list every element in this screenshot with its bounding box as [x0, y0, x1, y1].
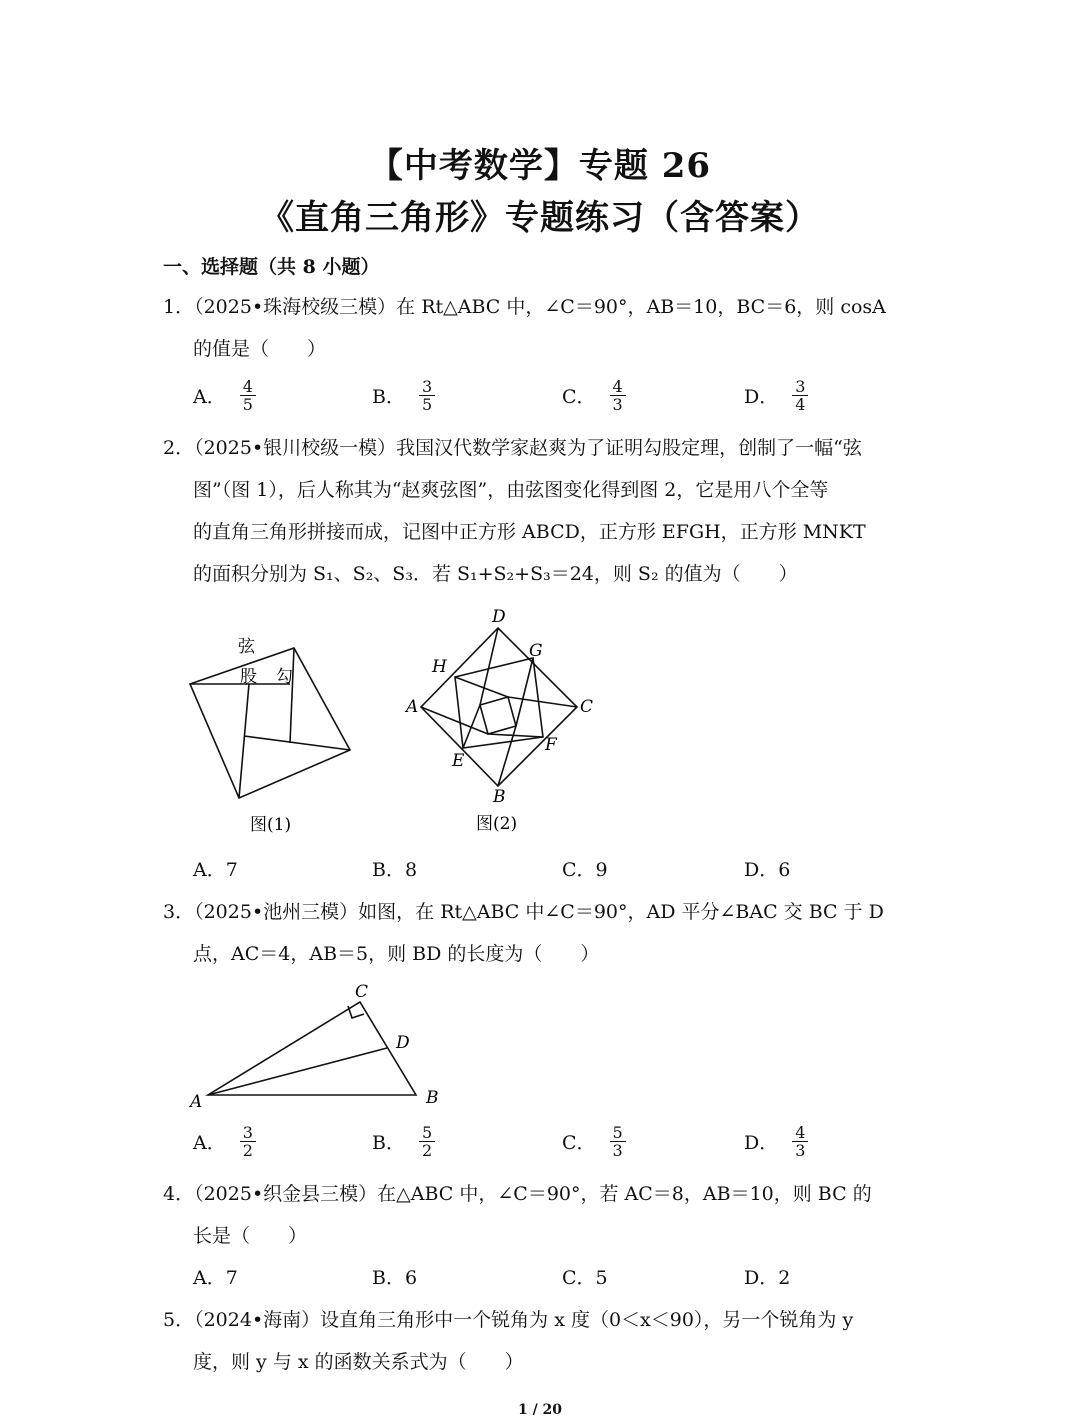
label-e: E [452, 751, 465, 771]
fraction: $\frac{4}{3}$ [792, 1124, 808, 1159]
inner-line [463, 705, 480, 748]
figure-2-caption: 图(2) [476, 814, 518, 834]
page-number: 1 / 20 [517, 1402, 563, 1418]
fraction: $\frac{4}{3}$ [610, 378, 626, 413]
label-gu: 股 [240, 667, 257, 687]
label-h: H [432, 657, 447, 677]
page-title: 【中考数学】专题 26 [368, 146, 712, 186]
square-mnkt [480, 697, 516, 734]
outer-square [190, 648, 350, 798]
inner-line [290, 648, 294, 743]
inner-line [239, 684, 249, 798]
q5-line1: 5．（2024•海南）设直角三角形中一个锐角为 x 度（0＜x＜90），另一个锐角为 y [163, 1309, 854, 1331]
label-a: A [190, 1092, 203, 1112]
inner-line [516, 658, 533, 726]
square-abcd [421, 628, 577, 786]
inner-line [244, 736, 350, 750]
q2-option-b[interactable]: B．8 [372, 859, 418, 881]
page-subtitle: 《直角三角形》专题练习（含答案） [260, 198, 820, 238]
q2-option-a[interactable]: A．7 [193, 859, 238, 881]
q4-line1: 4．（2025•织金县三模）在△ABC 中，∠C＝90°，若 AC＝8，AB＝10，则 BC 的 [163, 1183, 872, 1205]
q1-line2: 的值是（ ） [193, 338, 327, 360]
label-f: F [545, 735, 557, 755]
label-c: C [355, 982, 369, 1002]
q3-line2: 点，AC＝4，AB＝5，则 BD 的长度为（ ） [193, 943, 600, 965]
q3-option-c[interactable]: C． $\frac{5}{3}$ [562, 1124, 626, 1159]
q2-line4: 的面积分别为 S₁、S₂、S₃．若 S₁+S₂+S₃＝24，则 S₂ 的值为（ ） [193, 563, 798, 585]
fraction: $\frac{5}{3}$ [610, 1124, 626, 1159]
q4-line2: 长是（ ） [193, 1225, 308, 1247]
q1-option-d[interactable]: D． $\frac{3}{4}$ [744, 378, 808, 413]
q1-line1: 1．（2025•珠海校级三模）在 Rt△ABC 中，∠C＝90°，AB＝10，BC＝6，则 cosA [163, 296, 886, 318]
figure-1 [180, 625, 360, 840]
q2-option-d[interactable]: D．6 [744, 859, 791, 881]
label-d: D [492, 607, 506, 627]
label-d: D [396, 1033, 410, 1053]
fraction: $\frac{4}{5}$ [240, 378, 256, 413]
label-b: B [426, 1088, 439, 1108]
q3-option-a[interactable]: A． $\frac{3}{2}$ [193, 1124, 256, 1159]
fraction: $\frac{3}{2}$ [240, 1124, 256, 1159]
q1-option-b[interactable]: B． $\frac{3}{5}$ [372, 378, 435, 413]
q3-line1: 3．（2025•池州三模）如图，在 Rt△ABC 中∠C＝90°，AD 平分∠BAC 交 BC 于 D [163, 901, 884, 923]
figure-2 [400, 600, 600, 840]
q2-option-c[interactable]: C．9 [562, 859, 608, 881]
label-gou: 勾 [276, 667, 293, 687]
label-b: B [493, 787, 506, 807]
figure-3 [180, 975, 460, 1115]
inner-line [488, 734, 543, 737]
inner-line [508, 697, 577, 707]
q2-line1: 2．（2025•银川校级一模）我国汉代数学家赵爽为了证明勾股定理，创制了一幅“弦 [163, 437, 862, 459]
q4-option-c[interactable]: C．5 [562, 1267, 608, 1289]
inner-line [455, 677, 508, 697]
q4-option-b[interactable]: B．6 [372, 1267, 418, 1289]
bisector-ad [208, 1048, 387, 1095]
q1-option-a[interactable]: A． $\frac{4}{5}$ [193, 378, 256, 413]
q3-option-b[interactable]: B． $\frac{5}{2}$ [372, 1124, 435, 1159]
fraction: $\frac{3}{5}$ [419, 378, 435, 413]
label-g: G [529, 641, 543, 661]
figure-1-caption: 图(1) [250, 815, 292, 835]
q3-option-d[interactable]: D． $\frac{4}{3}$ [744, 1124, 808, 1159]
section-heading: 一、选择题（共 8 小题） [163, 256, 380, 278]
label-a: A [406, 697, 419, 717]
q5-line2: 度，则 y 与 x 的函数关系式为（ ） [193, 1351, 524, 1373]
q4-option-d[interactable]: D．2 [744, 1267, 791, 1289]
q2-line3: 的直角三角形拼接而成，记图中正方形 ABCD，正方形 EFGH，正方形 MNKT [193, 521, 866, 543]
label-xian: 弦 [238, 637, 255, 657]
q4-option-a[interactable]: A．7 [193, 1267, 238, 1289]
fraction: $\frac{3}{4}$ [792, 378, 808, 413]
fraction: $\frac{5}{2}$ [419, 1124, 435, 1159]
label-c: C [580, 697, 594, 717]
q2-line2: 图”（图 1），后人称其为“赵爽弦图”，由弦图变化得到图 2，它是用八个全等 [193, 479, 829, 501]
q1-option-c[interactable]: C． $\frac{4}{3}$ [562, 378, 626, 413]
